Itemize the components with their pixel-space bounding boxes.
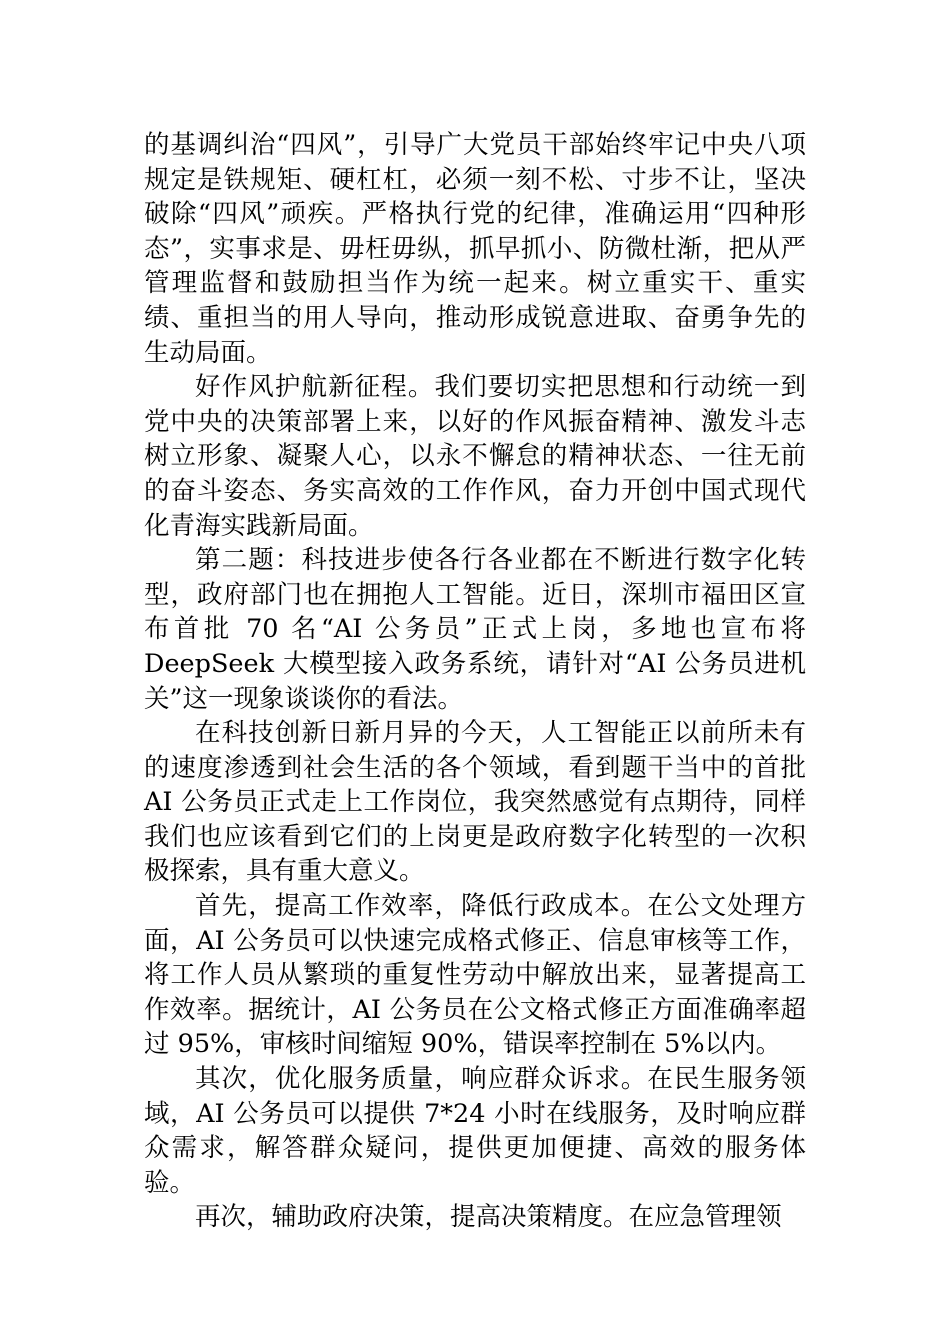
paragraph-good-style: 好作风护航新征程。我们要切实把思想和行动统一到党中央的决策部署上来，以好的作风振奋精神、激发斗志树立形象、凝聚人心，以永不懈怠的精神状态、一往无前的奋斗姿态、务实高效的工作作风，奋力开创中国式现代化青海实践新局面。 <box>144 372 806 541</box>
paragraph-first-point: 首先，提高工作效率，降低行政成本。在公文处理方面，AI 公务员可以快速完成格式修正、信息审核等工作，将工作人员从繁琐的重复性劳动中解放出来，显著提高工作效率。据统计，AI 公务员在公文格式修正方面准确率超过 95%，审核时间缩短 90%，错误率控制在 5%以内。 <box>144 891 806 1060</box>
paragraph-question-two: 第二题：科技进步使各行各业都在不断进行数字化转型，政府部门也在拥抱人工智能。近日，深圳市福田区宣布首批 70 名“AI 公务员”正式上岗，多地也宣布将 DeepSeek 大模型接入政务系统，请针对“AI 公务员进机关”这一现象谈谈你的看法。 <box>144 545 806 714</box>
paragraph-party-discipline: 的基调纠治“四风”，引导广大党员干部始终牢记中央八项规定是铁规矩、硬杠杠，必须一刻不松、寸步不让，坚决破除“四风”顽疾。严格执行党的纪律，准确运用“四种形态”，实事求是、毋枉毋纵，抓早抓小、防微杜渐，把从严管理监督和鼓励担当作为统一起来。树立重实干、重实绩、重担当的用人导向，推动形成锐意进取、奋勇争先的生动局面。 <box>144 130 806 368</box>
document-body <box>144 128 806 1235</box>
paragraph-introduction: 在科技创新日新月异的今天，人工智能正以前所未有的速度渗透到社会生活的各个领域，看到题干当中的首批 AI 公务员正式走上工作岗位，我突然感觉有点期待，同样我们也应该看到它们的上岗更是政府数字化转型的一次积极探索，具有重大意义。 <box>144 718 806 887</box>
paragraph-second-point: 其次，优化服务质量，响应群众诉求。在民生服务领域，AI 公务员可以提供 7*24 小时在线服务，及时响应群众需求，解答群众疑问，提供更加便捷、高效的服务体验。 <box>144 1064 806 1198</box>
paragraph-third-point: 再次，辅助政府决策，提高决策精度。在应急管理领 <box>195 1202 782 1233</box>
